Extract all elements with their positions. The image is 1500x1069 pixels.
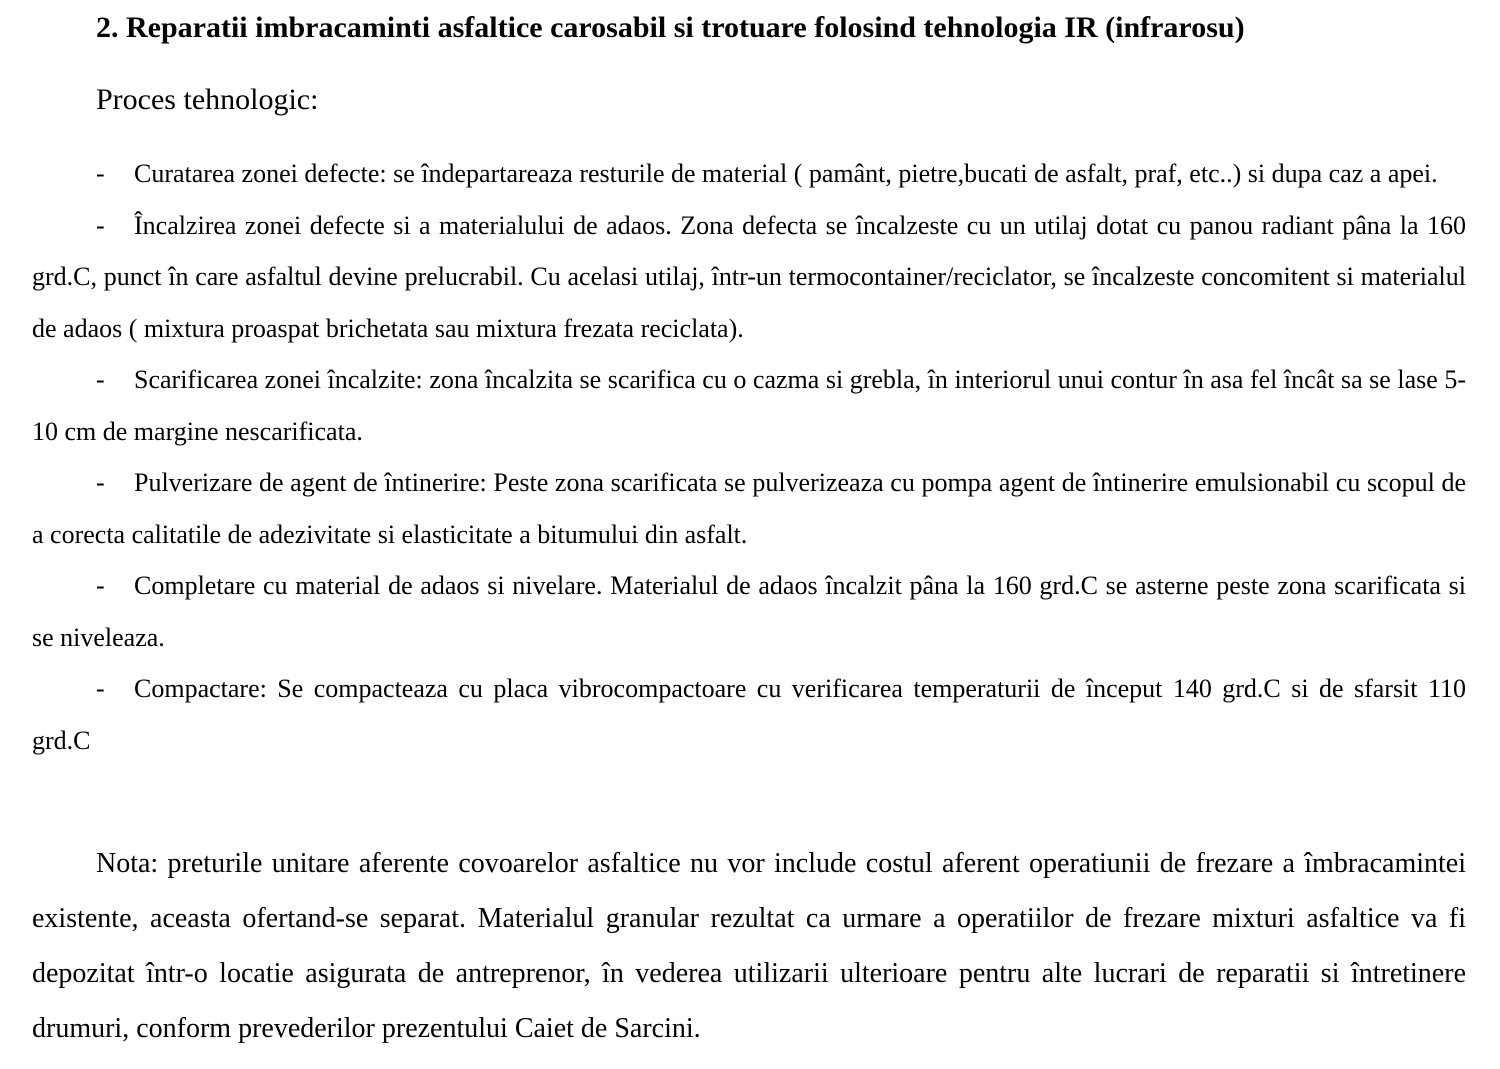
bullet-dash: -: [96, 159, 105, 188]
process-step: [32, 560, 1466, 663]
step-text: Completare cu material de adaos si nivelare. Materialul de adaos încalzit pâna la 160 grd.C se asterne peste zona scarificata si se niveleaza.: [32, 571, 1466, 652]
process-steps-list: [32, 148, 1466, 766]
note-paragraph: Nota: preturile unitare aferente covoarelor asfaltice nu vor include costul aferent operatiunii de frezare a îmbracamintei existente, aceasta ofertand-se separat. Materialul granular rezultat ca urmare a operatiilor de frezare mixturi asfaltice va fi depozitat într-o locatie asigurata de antreprenor, în vederea utilizarii ulterioare pentru alte lucrari de reparatii si întretinere drumuri, conform prevederilor prezentului Caiet de Sarcini.: [32, 848, 1466, 1044]
process-step: [32, 148, 1466, 200]
bullet-dash: -: [96, 210, 105, 240]
process-step: [32, 457, 1466, 560]
bullet-dash: -: [96, 365, 105, 394]
section-subheading: Proces tehnologic:: [96, 83, 319, 116]
process-step: [32, 200, 1466, 355]
process-step: [32, 354, 1466, 457]
step-text: Compactare: Se compacteaza cu placa vibrocompactoare cu verificarea temperaturii de început 140 grd.C si de sfarsit 110 grd.C: [32, 674, 1466, 755]
step-text: Încalzirea zonei defecte si a materialului de adaos. Zona defecta se încalzeste cu un utilaj dotat cu panou radiant pâna la 160 grd.C, punct în care asfaltul devine prelucrabil. Cu acelasi utilaj, într-un termocontainer/reciclator, se încalzeste concomitent si materialul de adaos ( mixtura proaspat brichetata sau mixtura frezata reciclata).: [32, 210, 1466, 343]
section-heading: 2. Reparatii imbracaminti asfaltice carosabil si trotuare folosind tehnologia IR (infrarosu): [96, 11, 1245, 44]
bullet-dash: -: [96, 571, 105, 600]
step-text: Scarificarea zonei încalzite: zona încalzita se scarifica cu o cazma si grebla, în interiorul unui contur în asa fel încât sa se lase 5-10 cm de margine nescarificata.: [32, 365, 1466, 446]
process-step: [32, 663, 1466, 766]
step-text: Pulverizare de agent de întinerire: Peste zona scarificata se pulverizeaza cu pompa agent de întinerire emulsionabil cu scopul de a corecta calitatile de adezivitate si elasticitate a bitumului din asfalt.: [32, 468, 1466, 549]
step-text: Curatarea zonei defecte: se îndepartareaza resturile de material ( pamânt, pietre,bucati de asfalt, praf, etc..) si dupa caz a apei.: [134, 159, 1438, 188]
bullet-dash: -: [96, 674, 105, 703]
bullet-dash: -: [96, 468, 105, 497]
